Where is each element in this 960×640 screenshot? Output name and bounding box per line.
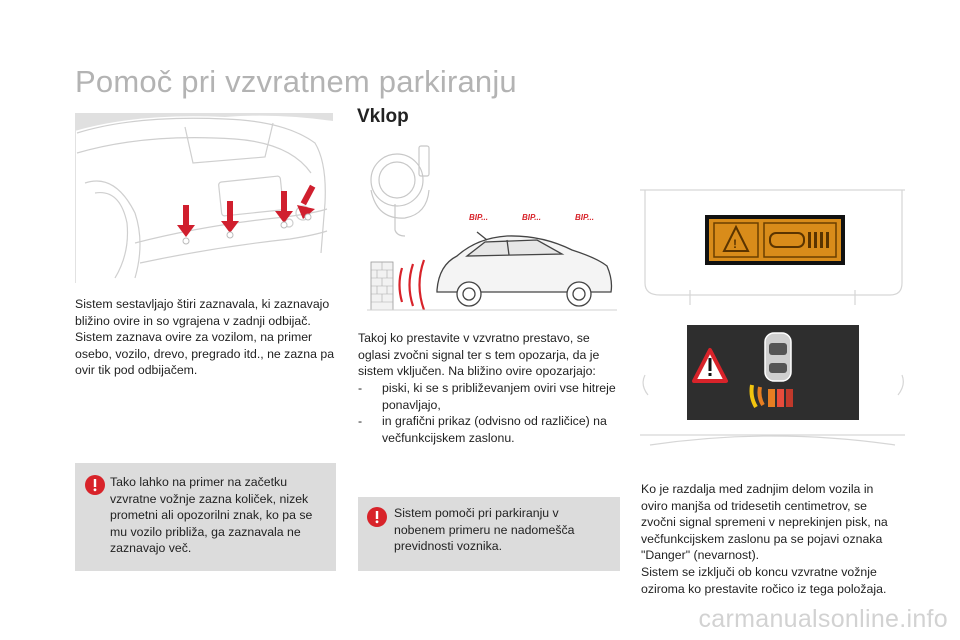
sensor-description: Sistem sestavljajo štiri zaznavala, ki zaznavajo bližino ovire in so vgrajena v zadnji odbijač. Sistem zaznava ovire za vozilom, na primer osebo, vozilo, drevo, pregrado itd., ne zazna pa ovir tik pod odbijačem.	[75, 297, 335, 378]
reverse-intro: Takoj ko prestavite v vzvratno prestavo, se oglasi zvočni signal ter s tem opozarja, da je sistem vključen. Na bližino ovire opozarjajo:	[358, 331, 600, 379]
beep-label: BIP...	[522, 213, 541, 222]
danger-description: Ko je razdalja med zadnjim delom vozila in oviro manjša od tridesetih centimetrov, se zvočni signal spremeni v neprekinjen pisk, na večfunkcijskem zaslonu pa se pojavi oznaka "Danger" (nevarnost). Sistem se izklјuči ob koncu vzvratne vožnje oziroma ko prestavite ročico iz tega položaja.	[641, 482, 888, 596]
section-title: Vklop	[357, 106, 409, 127]
warning-icon	[367, 507, 387, 527]
car-top-icon	[765, 333, 791, 381]
note-box-caution	[358, 497, 620, 571]
beep-label: BIP...	[575, 213, 594, 222]
svg-text:!: !	[733, 237, 737, 251]
list-item: - in grafični prikaz (odvisno od različice) na večfunkcijskem zaslonu.	[358, 414, 607, 445]
car-side-icon	[437, 232, 612, 306]
multifunction-display-figure	[640, 185, 905, 460]
alert-list	[358, 380, 620, 446]
gear-selector-icon	[371, 146, 429, 236]
brick-wall	[371, 262, 393, 310]
beep-label: BIP...	[469, 213, 488, 222]
page-title: Pomoč pri vzvratnem parkiranju	[75, 64, 517, 99]
reversing-figure	[357, 140, 619, 315]
rear-bumper-figure	[75, 113, 333, 285]
note-text: Sistem pomoči pri parkiranju v nobenem primeru ne nadomešča previdnosti voznika.	[394, 506, 575, 554]
warning-icon	[85, 475, 105, 495]
watermark: carmanualsonline.info	[698, 605, 948, 633]
color-display	[687, 325, 859, 420]
note-text: Tako lahko na primer na začetku vzvratne vožnje zazna količek, nizek prometni ali opozorilni znak, ko pa se mu vozilo približa, ga zaznavala ne zaznavajo več.	[110, 475, 313, 556]
list-item: - piski, ki se s približevanjem oviri vse hitreje ponavljajo,	[358, 381, 616, 412]
note-box-sensors	[75, 463, 336, 571]
orange-display	[705, 215, 845, 265]
